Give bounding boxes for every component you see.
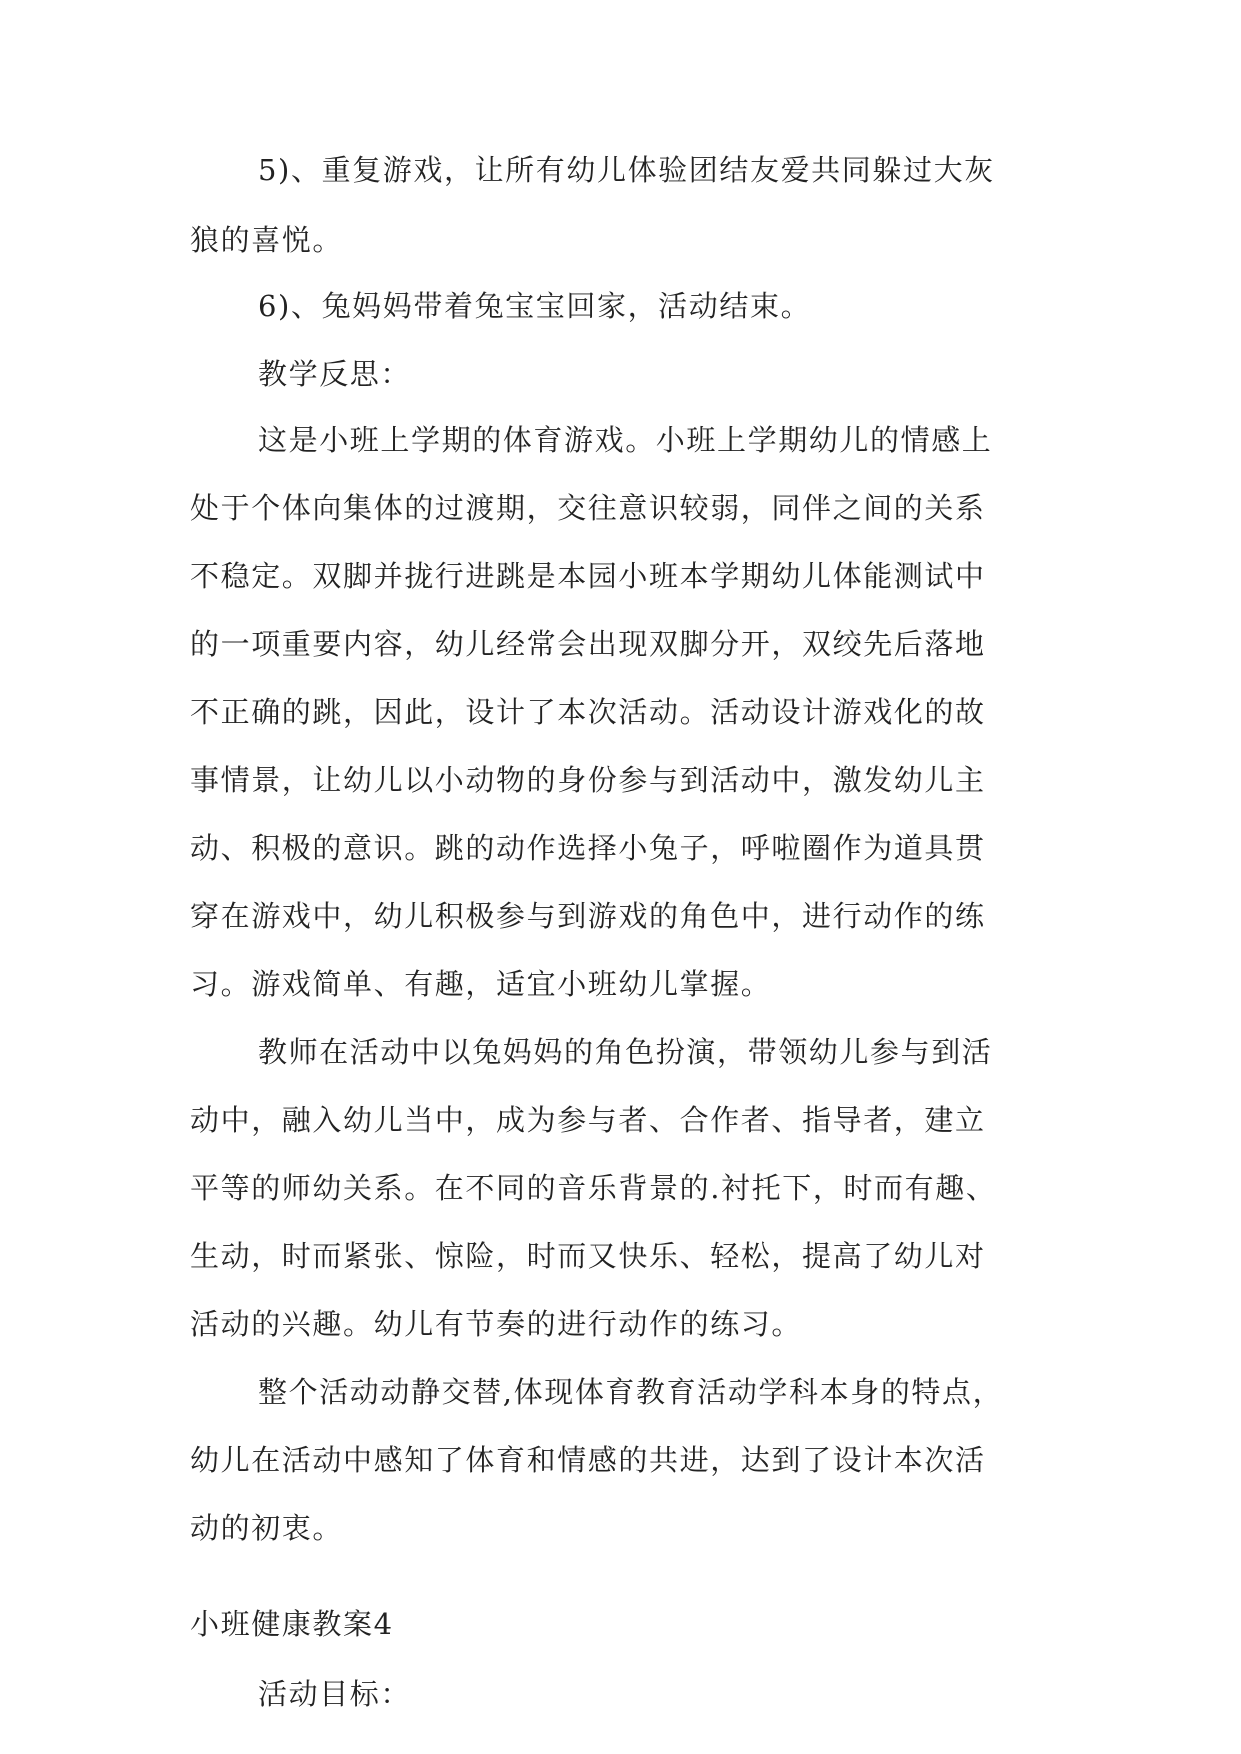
step5-line-2: 狼的喜悦。 — [190, 223, 344, 257]
reflection-p2-line-5: 活动的兴趣。幼儿有节奏的进行动作的练习。 — [190, 1307, 803, 1341]
reflection-p1-line-6: 事情景，让幼儿以小动物的身份参与到活动中，激发幼儿主 — [190, 763, 986, 797]
reflection-p1-line-5: 不正确的跳，因此，设计了本次活动。活动设计游戏化的故 — [190, 695, 986, 729]
reflection-p1-line-2: 处于个体向集体的过渡期，交往意识较弱，同伴之间的关系 — [190, 491, 986, 525]
step6-line-1: 6)、兔妈妈带着兔宝宝回家，活动结束。 — [258, 289, 812, 323]
reflection-p1-line-4: 的一项重要内容，幼儿经常会出现双脚分开，双绞先后落地 — [190, 627, 986, 661]
reflection-p1-line-3: 不稳定。双脚并拢行进跳是本园小班本学期幼儿体能测试中 — [190, 559, 986, 593]
reflection-p2-line-1: 教师在活动中以兔妈妈的角色扮演，带领幼儿参与到活 — [258, 1035, 993, 1069]
reflection-p2-line-3: 平等的师幼关系。在不同的音乐背景的.衬托下，时而有趣、 — [190, 1171, 997, 1205]
reflection-p2-line-4: 生动，时而紧张、惊险，时而又快乐、轻松，提高了幼儿对 — [190, 1239, 986, 1273]
reflection-p1-line-1: 这是小班上学期的体育游戏。小班上学期幼儿的情感上 — [258, 423, 993, 457]
section-title: 小班健康教案4 — [190, 1607, 394, 1641]
reflection-heading: 教学反思： — [258, 357, 412, 391]
reflection-p3-line-1: 整个活动动静交替,体现体育教育活动学科本身的特点， — [258, 1375, 1004, 1409]
reflection-p3-line-2: 幼儿在活动中感知了体育和情感的共进，达到了设计本次活 — [190, 1443, 986, 1477]
reflection-p1-line-8: 穿在游戏中，幼儿积极参与到游戏的角色中，进行动作的练 — [190, 899, 986, 933]
reflection-p3-line-3: 动的初衷。 — [190, 1511, 344, 1545]
activity-goals-heading: 活动目标： — [258, 1677, 412, 1711]
step5-line-1: 5)、重复游戏，让所有幼儿体验团结友爱共同躲过大灰 — [258, 153, 995, 187]
reflection-p1-line-9: 习。游戏简单、有趣，适宜小班幼儿掌握。 — [190, 967, 772, 1001]
reflection-p1-line-7: 动、积极的意识。跳的动作选择小兔子，呼啦圈作为道具贯 — [190, 831, 986, 865]
reflection-p2-line-2: 动中，融入幼儿当中，成为参与者、合作者、指导者，建立 — [190, 1103, 986, 1137]
